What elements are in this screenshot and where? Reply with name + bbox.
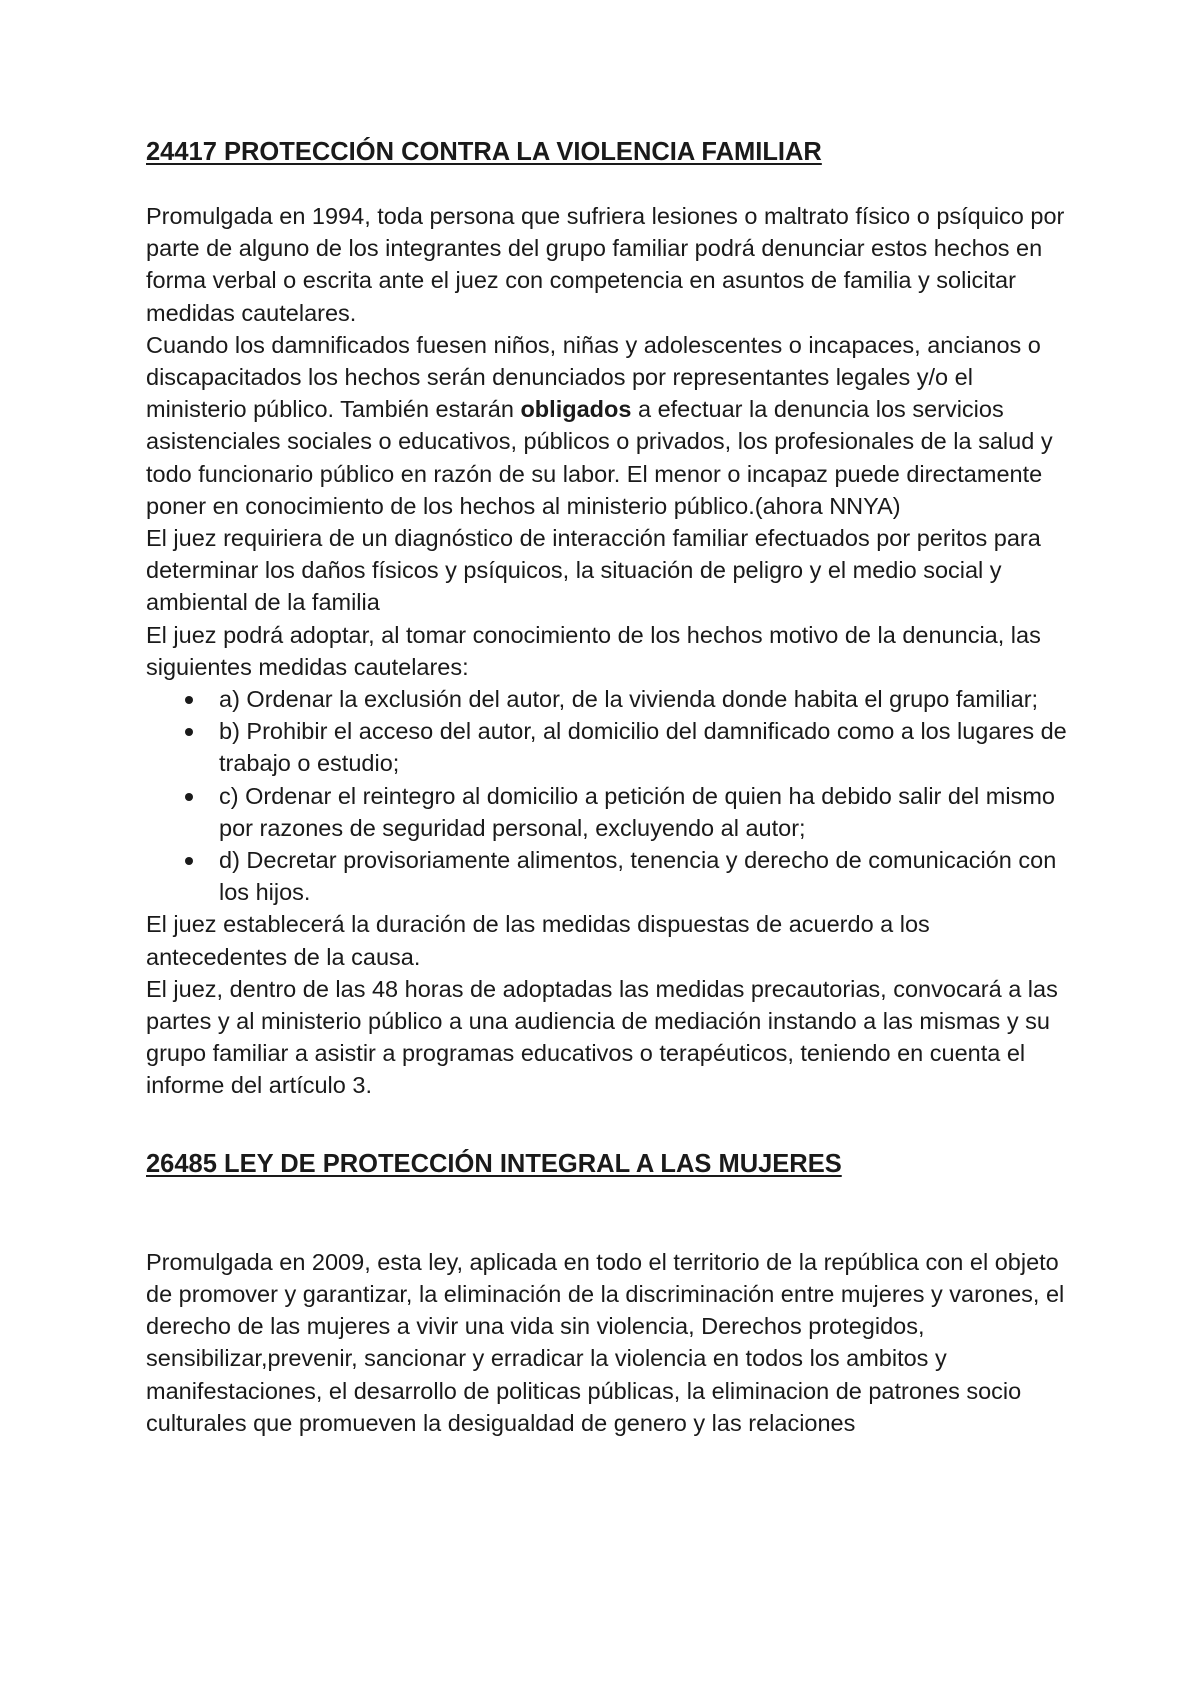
paragraph-medidas-intro: El juez podrá adoptar, al tomar conocimiento de los hechos motivo de la denuncia, las siguientes medidas cautelares:: [146, 621, 1041, 680]
paragraph-damnificados: [146, 329, 1076, 522]
bullet-icon: [185, 793, 193, 801]
measures-list: [146, 683, 1076, 908]
paragraph-duracion: El juez establecerá la duración de las medidas dispuestas de acuerdo a los antecedentes de la causa.: [146, 911, 930, 970]
paragraph-audiencia: El juez, dentro de las 48 horas de adoptadas las medidas precautorias, convocará a las partes y al ministerio público a una audiencia de mediación instando a las mismas y su grupo familiar a asistir a programas educativos o terapéuticos, teniendo en cuenta el informe del artículo 3.: [146, 975, 1058, 1099]
section-title-ley-24417: 24417 PROTECCIÓN CONTRA LA VIOLENCIA FAMILIAR: [146, 138, 822, 166]
measure-text: b) Prohibir el acceso del autor, al domicilio del damnificado como a los lugares de trabajo o estudio;: [219, 718, 1067, 777]
bullet-icon: [185, 696, 193, 704]
paragraph-promulgation-1994: Promulgada en 1994, toda persona que sufriera lesiones o maltrato físico o psíquico por parte de alguno de los integrantes del grupo familiar podrá denunciar estos hechos en forma verbal o escrita ante el juez con competencia en asuntos de familia y solicitar medidas cautelares.: [146, 203, 1065, 326]
bold-obligados: obligados: [520, 396, 632, 423]
list-item-measure-d: [146, 844, 1076, 908]
section-title-ley-26485: 26485 LEY DE PROTECCIÓN INTEGRAL A LAS MUJERES: [146, 1149, 842, 1178]
measure-text: d) Decretar provisoriamente alimentos, tenencia y derecho de comunicación con los hijos.: [219, 847, 1057, 906]
paragraph-damnificados-text-a: Cuando los damnificados fuesen niños, niñas y adolescentes o incapaces, ancianos o discapacitados los hechos serán denunciados por representantes legales y/o el ministerio público. También estarán: [146, 331, 1041, 423]
list-item-measure-c: [146, 780, 1076, 844]
paragraph-damnificados-text-b: a efectuar la denuncia los servicios asistenciales sociales o educativos, públicos o privados, los profesionales de la salud y todo funcionario público en razón de su labor. El menor o incapaz puede directamente poner en conocimiento de los hechos al ministerio público.(ahora NNYA): [146, 396, 1053, 519]
document-body: [146, 134, 1076, 1439]
list-item-measure-a: [146, 683, 1076, 715]
bullet-icon: [185, 728, 193, 736]
bullet-icon: [185, 857, 193, 865]
paragraph-promulgation-2009: Promulgada en 2009, esta ley, aplicada en todo el territorio de la república con el objeto de promover y garantizar, la eliminación de la discriminación entre mujeres y varones, el derecho de las mujeres a vivir una vida sin violencia, Derechos protegidos, sensibilizar,prevenir, sancionar y erradicar la violencia en todos los ambitos y manifestaciones, el desarrollo de politicas públicas, la eliminacion de patrones socio culturales que promueven la desigualdad de genero y las relaciones: [146, 1248, 1065, 1436]
measure-text: a) Ordenar la exclusión del autor, de la vivienda donde habita el grupo familiar;: [219, 686, 1039, 713]
paragraph-diagnostico: El juez requiriera de un diagnóstico de interacción familiar efectuados por peritos para determinar los daños físicos y psíquicos, la situación de peligro y el medio social y ambiental de la familia: [146, 525, 1041, 616]
measure-text: c) Ordenar el reintegro al domicilio a petición de quien ha debido salir del mismo por razones de seguridad personal, excluyendo al autor;: [219, 782, 1055, 841]
list-item-measure-b: [146, 715, 1076, 779]
